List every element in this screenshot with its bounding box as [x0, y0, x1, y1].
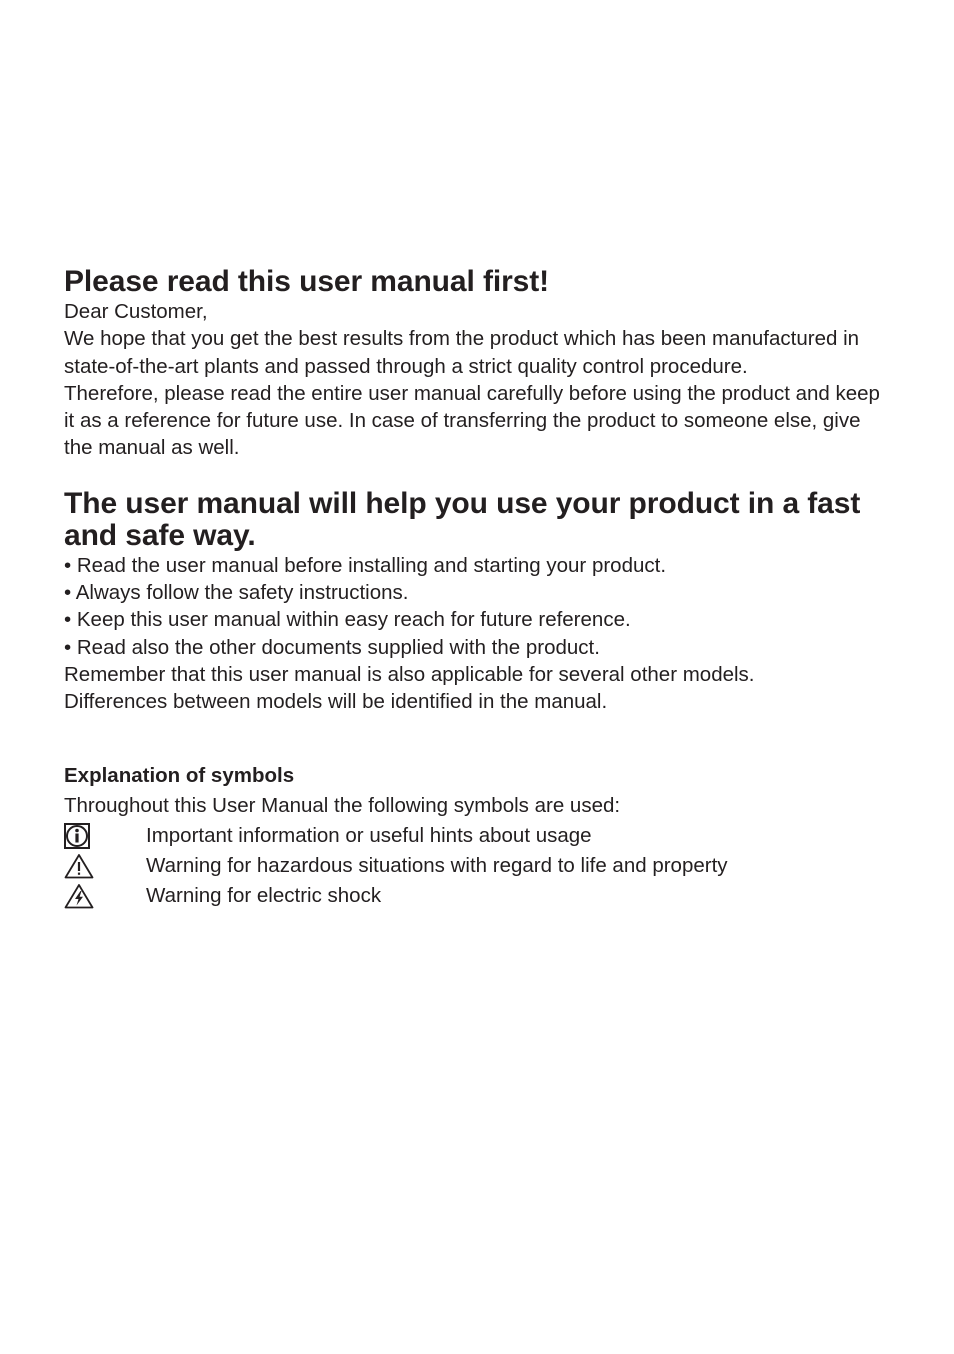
help-title: The user manual will help you use your product in a fast and safe way. — [64, 486, 861, 552]
warning-triangle-icon — [64, 853, 146, 879]
help-paragraph-1: Remember that this user manual is also applicable for several other models. — [64, 662, 755, 686]
symbol-text: Important information or useful hints about usage — [146, 823, 592, 847]
info-icon — [64, 823, 146, 849]
bullet-item: • Always follow the safety instructions. — [64, 581, 409, 605]
symbols-title: Explanation of symbols — [64, 763, 295, 787]
symbols-section — [64, 761, 894, 911]
help-paragraph-2: Differences between models will be identified in the manual. — [64, 690, 608, 714]
intro-paragraph-2: Therefore, please read the entire user manual carefully before using the product and keep it as a reference for future use. In case of transferring the product to someone else, give the manual as well. — [64, 381, 880, 460]
symbol-text: Warning for hazardous situations with regard to life and property — [146, 853, 728, 877]
intro-paragraph-1: We hope that you get the best results from the product which has been manufactured in state-of-the-art plants and passed through a strict quality control procedure. — [64, 327, 860, 378]
symbol-row-warning — [64, 851, 894, 881]
bullet-item: • Read also the other documents supplied with the product. — [64, 635, 600, 659]
manual-page — [64, 266, 894, 911]
symbol-text: Warning for electric shock — [146, 883, 382, 907]
help-section — [64, 488, 894, 716]
symbol-row-electric — [64, 881, 894, 911]
symbols-intro: Throughout this User Manual the following symbols are used: — [64, 793, 621, 817]
bullet-item: • Read the user manual before installing and starting your product. — [64, 553, 667, 577]
help-bullet-list — [64, 552, 894, 661]
greeting: Dear Customer, — [64, 300, 208, 323]
bullet-item: • Keep this user manual within easy reach for future reference. — [64, 608, 631, 632]
intro-section — [64, 266, 894, 462]
intro-title: Please read this user manual first! — [64, 265, 550, 298]
symbol-row-info — [64, 821, 894, 851]
electric-shock-icon — [64, 883, 146, 909]
